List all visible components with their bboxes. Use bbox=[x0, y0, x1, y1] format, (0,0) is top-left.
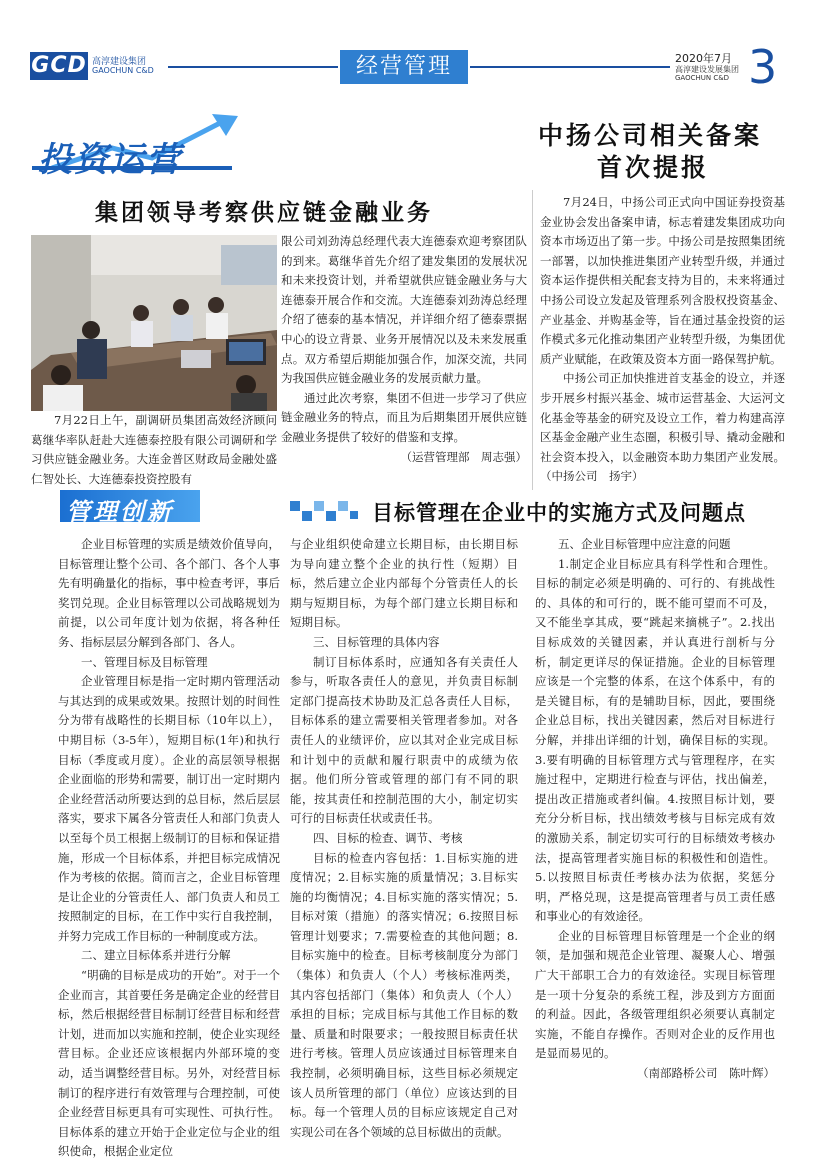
target-section-heading: 一、管理目标及目标管理 bbox=[81, 654, 208, 669]
company-logo bbox=[30, 52, 160, 84]
target-paragraph: 企业管理目标是指一定时期内管理活动与其达到的成果或效果。按照计划的时间性分为带有战略性的长期目标（10年以上），中期目标（3-5年），短期目标(1年)和执行目标（季度或月度）。企业的高层领导根据企业面临的形势和需要，制订出一定时期内企业经营活动所要达到的总目标，然后层层落实，要求下属各分管责任人和部门负责人以至每个员工根据上级制订的目标和保证措施，形成一个目标体系，并把目标完成情况作为考核的依据。简而言之，企业目标管理是让企业的分管责任人、部门负责人和员工按照制定的目标，在工作中实行自我控制，并努力完成工作目标的一种制度或方法。 bbox=[58, 674, 280, 943]
finance-paragraph: 7月22日上午，副调研员集团高效经济顾问葛继华率队赶赴大连德泰控股有限公司调研和学习供应链金融业务。大连金普区财政局金融处盛仁智处长、大连德泰投资控股有 bbox=[31, 413, 277, 486]
finance-article-title: 集团领导考察供应链金融业务 bbox=[95, 200, 433, 226]
target-paragraph: 企业目标管理的实质是绩效价值导向，目标管理让整个公司、各个部门、各个人事先有明确量化的指标，事中检查考评，事后奖罚兑现。企业目标管理以公司战略规划为前提，以公司年度计划为依据，将各种任务、指标层层分解到各部门、各人。 bbox=[58, 537, 280, 649]
zhongyang-title-line1: 中扬公司相关备案 bbox=[538, 121, 763, 150]
target-paragraph: 与企业组织使命建立长期目标，由长期目标为导向建立整个企业的执行性（短期）目标，然后建立企业内部每个分管责任人的长期与短期目标，为每个部门建立长期目标和短期目标。 bbox=[290, 537, 518, 630]
publisher-name: 高淳建设发展集团 bbox=[675, 65, 739, 74]
finance-paragraph: 通过此次考察，集团不但进一步学习了供应链金融业务的特点，而且为后期集团开展供应链金融业务提供了较好的借鉴和支撑。 bbox=[281, 390, 527, 444]
target-paragraph: “明确的目标是成功的开始”。对于一个企业而言，其首要任务是确定企业的经营目标，然后根据经营目标制订经营目标和经营计划，进而加以实施和控制，使企业实现经营目标。企业还应该根据内外部环境的变动，适当调整经营目标。另外，对经营目标制订的程序进行有效管理与合理控制，可使企业经营目标更具有可实现性、可执行性。目标体系的建立开始于企业定位与企业的组织使命，根据企业定位 bbox=[58, 968, 280, 1159]
logo-mark: GCD bbox=[31, 53, 87, 78]
section-title: 经营管理 bbox=[340, 50, 468, 84]
finance-byline: （运营管理部 周志强） bbox=[400, 449, 527, 464]
target-article-column-2 bbox=[290, 535, 518, 1142]
meeting-photo bbox=[31, 235, 277, 411]
target-article-title: 目标管理在企业中的实施方式及问题点 bbox=[372, 501, 746, 525]
logo-company-name: 高淳建设集团 bbox=[92, 57, 147, 67]
header-rule-right bbox=[470, 66, 670, 68]
target-article-column-3 bbox=[535, 535, 775, 1084]
pixel-decoration-icon bbox=[290, 497, 365, 525]
zhongyang-title-line2: 首次提报 bbox=[597, 153, 710, 182]
issue-date: 2020年7月 bbox=[675, 52, 732, 65]
page-number: 3 bbox=[748, 40, 778, 94]
target-article-column-1 bbox=[58, 535, 280, 1162]
target-paragraph: 目标的检查内容包括：1.目标实施的进度情况；2.目标实施的质量情况；3.目标实施的均衡情况；4.目标实施的落实情况；5.目标对策（措施）的落实情况；6.按照目标管理计划要求；7.需要检查的其他问题；8.目标实施中的检查。目标考核制度分为部门（集体）和负责人（个人）考核标准两类，其内容包括部门（集体）和负责人（个人）承担的目标；完成目标与其他工作目标的数量、质量和时限要求；一般按照目标责任状进行考核。管理人员应该通过目标管理来自我控制，必须明确目标，这些目标必须规定该人员所管理的部门（单位）应该达到的目标。每一个管理人员的目标应该规定自己对实现公司在各个领域的总目标做出的贡献。 bbox=[290, 850, 518, 1139]
page-header bbox=[0, 0, 830, 100]
logo-company-name-en: GAOCHUN C&D bbox=[92, 66, 154, 75]
publisher-name-en: GAOCHUN C&D bbox=[675, 74, 730, 82]
header-rule-left bbox=[168, 66, 338, 68]
target-paragraph: 制订目标体系时，应通知各有关责任人参与，听取各责任人的意见，并负责目标制定部门提高技术协助及汇总各责任人目标，目标体系的建立需要相关管理者参加。对各责任人的业绩评价，应以其对企业完成目标和计划中的贡献和履行职责中的成绩为依据。他们所分管或管理的部门有不同的职能，按其责任和控制范围的大小，制定切实可行的目标责任状或责任书。 bbox=[290, 654, 518, 826]
target-paragraph: 1.制定企业目标应具有科学性和合理性。目标的制定必须是明确的、可行的、有挑战性的、具体的和可行的，既不能可望而不可及，又不能坐享其成，要“跳起来摘桃子”。2.找出目标成效的关键因素，并认真进行剖析与分析，制定更详尽的保证措施。企业的目标管理应该是一个完整的体系，在这个体系中，有的是关键目标，有的是辅助目标，因此，要围绕企业总目标，找出关键因素，然后对目标进行分解，并排出详细的计划，确保目标的实现。3.要有明确的目标管理方式与管理程序，在实施过程中，定期进行检查与评估，找出偏差，提出改正措施或者纠偏。4.按照目标计划，要充分分析目标，找出绩效考核与目标完成有效的激励关系，制定切实可行的目标绩效考核办法，提高管理者实施目标的积极性和创造性。5.以按照目标责任考核办法为依据，奖惩分明，严格兑现，这是提高管理者与员工责任感和事业心的有效途径。 bbox=[535, 556, 775, 924]
zhongyang-paragraph: 7月24日，中扬公司正式向中国证券投资基金业协会发出备案申请，标志着建发集团成功向资本市场迈出了第一步。中扬公司是按照集团统一部署，以加快推进集团产业转型升级，并通过资本运作提供相关配套支持为目的，未来将通过中扬公司设立发起及管理系列含股权投资基金、产业基金、并购基金等，旨在通过基金投资的运作模式多元化推动集团产业转型升级，为集团优质产业赋能，在政策及资本方面一路保驾护航。 bbox=[540, 195, 785, 366]
finance-article-body-left bbox=[31, 411, 277, 489]
zhongyang-paragraph: 中扬公司正加快推进首支基金的设立，并逐步开展乡村振兴基金、城市运营基金、大运河文化基金等基金的研究及设立工作，着力构建高淳区基金金融产业生态圈，积极引导、撬动金融和社会资本投入，以金融资本助力集团产业发展。（中扬公司 扬宇） bbox=[540, 371, 785, 484]
target-article-byline: （南部路桥公司 陈叶辉） bbox=[637, 1066, 775, 1081]
target-section-heading: 二、建立目标体系并进行分解 bbox=[81, 948, 231, 963]
investment-banner-label: 投资运营 bbox=[38, 140, 182, 180]
target-section-heading: 三、目标管理的具体内容 bbox=[313, 634, 440, 649]
finance-paragraph: 限公司刘劲涛总经理代表大连德泰欢迎考察团队的到来。葛继华首先介绍了建发集团的发展状况和未来投资计划，并希望就供应链金融业务与大连德泰开展合作和交流。大连德泰刘劲涛总经理介绍了德泰的基本情况，并详细介绍了德泰票据中心的设立背景、业务开展情况以及未来发展重点。双方希望后期能加强合作，加深交流，共同为我国供应链金融业务的发展贡献力量。 bbox=[281, 234, 527, 386]
target-paragraph: 企业的目标管理目标管理是一个企业的纲领，是加强和规范企业管理、凝聚人心、增强广大干部职工合力的有效途径。实现目标管理是一项十分复杂的系统工程，涉及到方方面面的利益。因此，各级管理组织必须要认真制定实施，不能自存操作。否则对企业的反作用也是显而易见的。 bbox=[535, 928, 775, 1061]
management-banner-label: 管理创新 bbox=[66, 498, 174, 526]
column-divider bbox=[532, 190, 533, 490]
target-section-heading: 四、目标的检查、调节、考核 bbox=[313, 830, 463, 845]
finance-article-body-right bbox=[281, 232, 527, 467]
zhongyang-article-body bbox=[540, 193, 785, 487]
target-section-heading: 五、企业目标管理中应注意的问题 bbox=[558, 537, 731, 551]
investment-banner bbox=[32, 108, 257, 178]
